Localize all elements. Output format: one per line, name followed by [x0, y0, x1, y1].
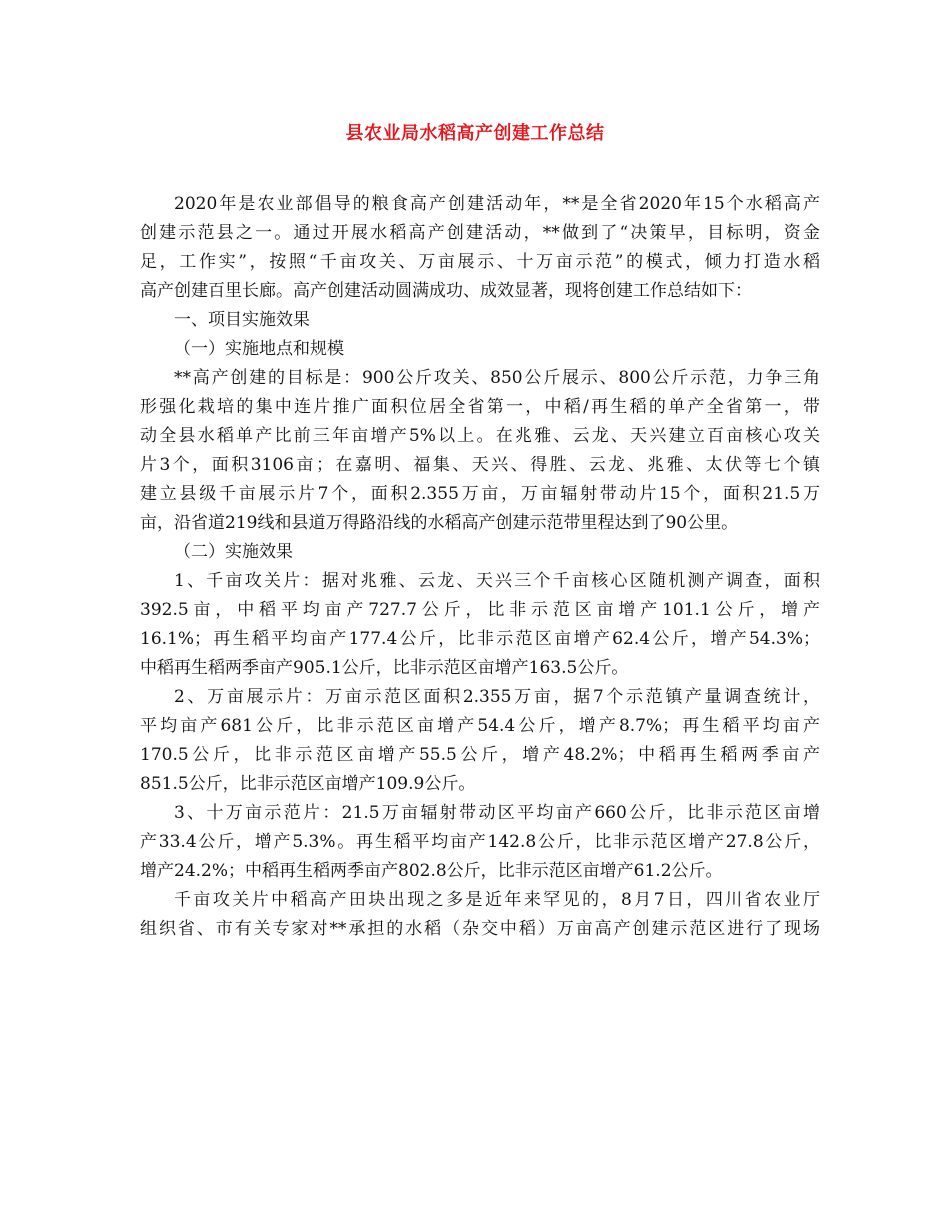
paragraph-line: 动全县水稻单产比前三年亩增产5%以上。在兆雅、云龙、天兴建立百亩核心攻关: [140, 426, 820, 446]
paragraph-line: 千亩攻关片中稻高产田块出现之多是近年来罕见的，8月7日，四川省农业厅: [174, 890, 820, 910]
paragraph-line: 形强化栽培的集中连片推广面积位居全省第一，中稻/再生稻的单产全省第一，带: [140, 397, 820, 417]
subsection-heading: （一）实施地点和规模: [174, 339, 344, 359]
paragraph-line: 产33.4公斤，增产5.3%。再生稻平均亩产142.8公斤，比非示范区增产27.8公斤，: [140, 832, 820, 852]
paragraph-line: 高产创建百里长廊。高产创建活动圆满成功、成效显著，现将创建工作总结如下：: [140, 281, 752, 301]
subsection-heading: （二）实施效果: [174, 542, 293, 562]
paragraph-line: 16.1%；再生稻平均亩产177.4公斤，比非示范区亩增产62.4公斤，增产54.3%；: [140, 629, 820, 649]
paragraph-line: 增产24.2%；中稻再生稻两季亩产802.8公斤，比非示范区亩增产61.2公斤。: [140, 861, 723, 881]
paragraph-line: 2020年是农业部倡导的粮食高产创建活动年，**是全省2020年15个水稻高产: [174, 194, 820, 214]
document-body: [140, 190, 820, 944]
paragraph-line: 足，工作实”，按照“千亩攻关、万亩展示、十万亩示范”的模式，倾力打造水稻: [140, 252, 820, 272]
paragraph-line: 中稻再生稻两季亩产905.1公斤，比非示范区亩增产163.5公斤。: [140, 658, 629, 678]
paragraph-line: 851.5公斤，比非示范区亩增产109.9公斤。: [140, 774, 476, 794]
paragraph-line: **高产创建的目标是：900公斤攻关、850公斤展示、800公斤示范，力争三角: [174, 368, 820, 388]
paragraph-line: 392.5亩，中稻平均亩产727.7公斤，比非示范区亩增产101.1公斤，增产: [140, 600, 820, 620]
paragraph-line: 亩，沿省道219线和县道万得路沿线的水稻高产创建示范带里程达到了90公里。: [140, 513, 739, 533]
paragraph-line: 建立县级千亩展示片7个，面积2.355万亩，万亩辐射带动片15个，面积21.5万: [140, 484, 820, 504]
paragraph-line: 1、千亩攻关片：据对兆雅、云龙、天兴三个千亩核心区随机测产调查，面积: [174, 571, 820, 591]
paragraph-line: 平均亩产681公斤，比非示范区亩增产54.4公斤，增产8.7%；再生稻平均亩产: [140, 716, 820, 736]
paragraph-line: 组织省、市有关专家对**承担的水稻（杂交中稻）万亩高产创建示范区进行了现场: [140, 919, 820, 939]
paragraph-line: 创建示范县之一。通过开展水稻高产创建活动，**做到了“决策早，目标明，资金: [140, 223, 820, 243]
paragraph-line: 片3个，面积3106亩；在嘉明、福集、天兴、得胜、云龙、兆雅、太伏等七个镇: [140, 455, 820, 475]
paragraph-line: 170.5公斤，比非示范区亩增产55.5公斤，增产48.2%；中稻再生稻两季亩产: [140, 745, 820, 765]
section-heading: 一、项目实施效果: [174, 310, 310, 330]
document-title: 县农业局水稻高产创建工作总结: [345, 123, 605, 144]
paragraph-line: 2、万亩展示片：万亩示范区面积2.355万亩，据7个示范镇产量调查统计，: [174, 687, 820, 707]
paragraph-line: 3、十万亩示范片：21.5万亩辐射带动区平均亩产660公斤，比非示范区亩增: [174, 803, 820, 823]
